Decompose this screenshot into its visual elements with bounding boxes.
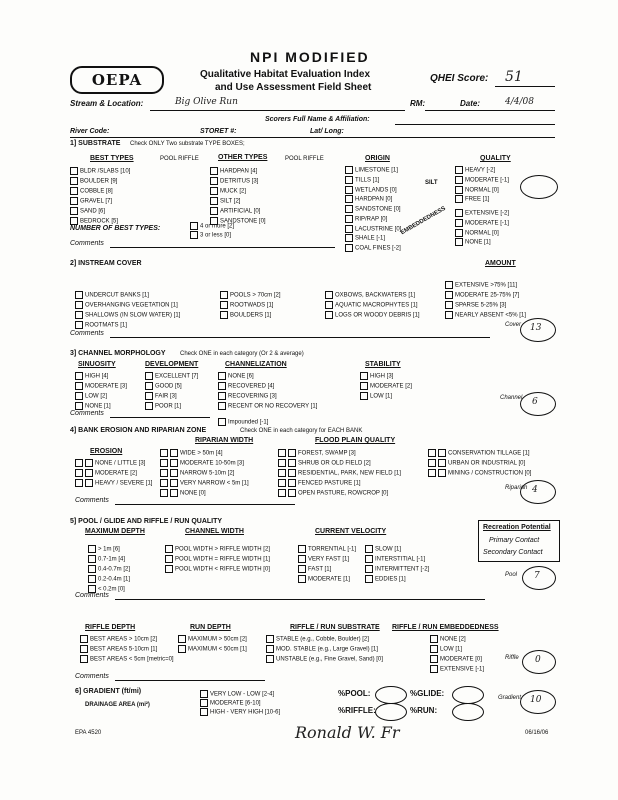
sub-item[interactable]: DETRITUS [3]: [210, 177, 266, 187]
riffle-pct-label: %RIFFLE:: [338, 706, 376, 715]
depth-item[interactable]: 0.7-1m [4]: [88, 555, 130, 565]
glide-pct-label: %GLIDE:: [410, 689, 445, 698]
form-subtitle-2: and Use Assessment Field Sheet: [215, 82, 372, 93]
channelization-list: [218, 372, 317, 428]
embeddedness-label: EMBEDDEDNESS: [399, 205, 447, 237]
sec1-quality-list: [455, 166, 509, 248]
rdepth-item[interactable]: BEST AREAS 5-10cm [1]: [80, 645, 174, 655]
sec1-note: Check ONLY Two substrate TYPE BOXES;: [130, 141, 245, 147]
pool-pct-label: %POOL:: [338, 689, 371, 698]
amount-item[interactable]: EXTENSIVE >75% [11]: [445, 281, 526, 291]
riffle-embed-head: RIFFLE / RUN EMBEDDEDNESS: [392, 624, 499, 631]
width-list: [165, 545, 270, 575]
form-subtitle-1: Qualitative Habitat Evaluation Index: [200, 69, 371, 80]
cover-item[interactable]: ROOTWADS [1]: [220, 301, 281, 311]
number-best-types: NUMBER OF BEST TYPES:: [70, 225, 161, 232]
channel-score-label: Channel: [500, 395, 523, 401]
rec-primary[interactable]: Primary Contact: [489, 537, 540, 544]
amount-item[interactable]: SPARSE 5-25% [3]: [445, 301, 526, 311]
velocity-head: CURRENT VELOCITY: [315, 528, 387, 535]
sec1-other-list: [210, 167, 266, 227]
riffle-depth-list: [80, 635, 174, 665]
flood-item[interactable]: CONSERVATION TILLAGE [1]: [428, 449, 531, 459]
gradient-vlow[interactable]: VERY LOW - LOW [2-4]: [200, 690, 274, 698]
sec2-comments: Comments: [70, 330, 104, 337]
cover-item[interactable]: LOGS OR WOODY DEBRIS [1]: [325, 311, 420, 321]
stream-location-value[interactable]: Big Olive Run: [175, 97, 238, 107]
sub-item[interactable]: BEDROCK [5]: [70, 217, 150, 227]
sec5-title: 5] POOL / GLIDE AND RIFFLE / RUN QUALITY: [70, 518, 223, 525]
run-pct-label: %RUN:: [410, 706, 438, 715]
lat-long-label: Lat/ Long:: [310, 128, 344, 135]
cover-item[interactable]: UNDERCUT BANKS [1]: [75, 291, 180, 301]
cover-item[interactable]: OVERHANGING VEGETATION [1]: [75, 301, 180, 311]
quality-item[interactable]: FREE [1]: [455, 195, 509, 205]
remb-item[interactable]: EXTENSIVE [-1]: [430, 665, 484, 675]
sec2-amount-list: [445, 281, 526, 321]
sec2-amount: AMOUNT: [485, 260, 516, 267]
flood-item[interactable]: MINING / CONSTRUCTION [0]: [428, 469, 531, 479]
sec5-comments: Comments: [75, 592, 109, 599]
development-head: DEVELOPMENT: [145, 361, 199, 368]
flood-head: FLOOD PLAIN QUALITY: [315, 437, 396, 444]
riparian-score-label: Riparian: [505, 485, 528, 491]
sub-item[interactable]: MUCK [2]: [210, 187, 266, 197]
qhei-score-value[interactable]: 51: [505, 69, 523, 85]
ohio-epa-logo: [70, 66, 164, 94]
vel-item[interactable]: MODERATE [1]: [298, 575, 356, 585]
sec3-comments: Comments: [70, 410, 104, 417]
rsub-item[interactable]: MOD. STABLE (e.g., Large Gravel) [1]: [266, 645, 383, 655]
development-list: [145, 372, 198, 412]
quality-item[interactable]: MODERATE [-1]: [455, 176, 509, 186]
amount-item[interactable]: NEARLY ABSENT <5% [1]: [445, 311, 526, 321]
rec-title: Recreation Potential: [483, 524, 551, 531]
cover-item[interactable]: SHALLOWS (IN SLOW WATER) [1]: [75, 311, 180, 321]
origin-item[interactable]: WETLANDS [0]: [345, 186, 401, 196]
flood-item[interactable]: FENCED PASTURE [1]: [278, 479, 401, 489]
origin-item[interactable]: SANDSTONE [0]: [345, 205, 401, 215]
velocity-list-b: [365, 545, 429, 585]
rsub-item[interactable]: STABLE (e.g., Cobble, Boulder) [2]: [266, 635, 383, 645]
sinuosity-list: [75, 372, 127, 412]
chan-item[interactable]: RECOVERING [3]: [218, 392, 317, 402]
riffle-depth-head: RIFFLE DEPTH: [85, 624, 136, 631]
stab-item[interactable]: MODERATE [2]: [360, 382, 412, 392]
quality-item[interactable]: NORMAL [0]: [455, 229, 509, 239]
sec1-pool-riffle-a: POOL RIFFLE: [160, 156, 199, 162]
sec4-note: Check ONE in each category for EACH BANK: [240, 428, 363, 434]
rm-label: RM:: [410, 99, 426, 108]
sec1-pool-riffle-b: POOL RIFFLE: [285, 156, 324, 162]
rip-item[interactable]: VERY NARROW < 5m [1]: [160, 479, 249, 489]
sub-item[interactable]: SAND [6]: [70, 207, 150, 217]
sub-item[interactable]: COBBLE [8]: [70, 187, 150, 197]
gradient-high[interactable]: HIGH - VERY HIGH [10-6]: [200, 708, 280, 716]
sin-item[interactable]: MODERATE [3]: [75, 382, 127, 392]
origin-item[interactable]: RIP/RAP [0]: [345, 215, 401, 225]
stab-item[interactable]: LOW [1]: [360, 392, 412, 402]
sub-item[interactable]: HARDPAN [4]: [210, 167, 266, 177]
cover-item[interactable]: POOLS > 70cm [2]: [220, 291, 281, 301]
vel-item[interactable]: FAST [1]: [298, 565, 356, 575]
erosion-head: EROSION: [90, 448, 123, 455]
footer-date: 06/16/06: [525, 730, 549, 736]
four-or-more[interactable]: 4 or more [2]: [190, 222, 234, 230]
remb-item[interactable]: LOW [1]: [430, 645, 484, 655]
quality-item[interactable]: HEAVY [-2]: [455, 166, 509, 176]
rundepth-item[interactable]: MAXIMUM < 50cm [1]: [178, 645, 247, 655]
channel-score-oval: [520, 392, 556, 416]
date-value[interactable]: 4/4/08: [505, 97, 534, 107]
river-code-label: River Code:: [70, 128, 110, 135]
rec-secondary[interactable]: Secondary Contact: [483, 549, 543, 556]
flood-item[interactable]: RESIDENTIAL, PARK, NEW FIELD [1]: [278, 469, 401, 479]
stability-head: STABILITY: [365, 361, 401, 368]
run-pct-oval[interactable]: [452, 703, 484, 721]
riffle-embed-list: [430, 635, 484, 675]
signature: Ronald W. Fr: [295, 723, 400, 742]
ero-item[interactable]: NONE / LITTLE [3]: [75, 459, 152, 469]
depth-item[interactable]: < 0.2m [0]: [88, 585, 130, 595]
sec1-comments: Comments: [70, 240, 104, 247]
sec1-other-types: OTHER TYPES: [218, 154, 268, 161]
chan-item[interactable]: RECENT OR NO RECOVERY [1]: [218, 402, 317, 412]
recreation-box: [478, 520, 560, 562]
ero-item[interactable]: HEAVY / SEVERE [1]: [75, 479, 152, 489]
form-title: NPI MODIFIED: [250, 49, 370, 65]
run-depth-head: RUN DEPTH: [190, 624, 231, 631]
sec1-origin: ORIGIN: [365, 155, 390, 162]
sub-item[interactable]: ARTIFICIAL [0]: [210, 207, 266, 217]
cover-score-value[interactable]: 13: [530, 323, 542, 333]
channel-width-head: CHANNEL WIDTH: [185, 528, 244, 535]
stability-list: [360, 372, 412, 402]
dev-item[interactable]: EXCELLENT [7]: [145, 372, 198, 382]
cover-item[interactable]: BOULDERS [1]: [220, 311, 281, 321]
erosion-list: [75, 459, 152, 489]
pool-score-label: Pool: [505, 572, 518, 578]
remb-item[interactable]: MODERATE [0]: [430, 655, 484, 665]
velocity-list-a: [298, 545, 356, 585]
sub-item[interactable]: GRAVEL [7]: [70, 197, 150, 207]
ero-item[interactable]: MODERATE [2]: [75, 469, 152, 479]
logo-text: OEPA: [91, 71, 143, 89]
origin-item[interactable]: LIMESTONE [1]: [345, 166, 401, 176]
sub-item[interactable]: BLDR /SLABS [10]: [70, 167, 150, 177]
vel-item[interactable]: SLOW [1]: [365, 545, 429, 555]
origin-item[interactable]: HARDPAN [0]: [345, 195, 401, 205]
chan-item[interactable]: NONE [6]: [218, 372, 317, 382]
cover-score-label: Cover: [505, 322, 522, 328]
chan-item[interactable]: Impounded [-1]: [218, 418, 317, 428]
rip-item[interactable]: MODERATE 10-50m [3]: [160, 459, 249, 469]
riparian-score-oval: [520, 480, 556, 504]
riffle-sub-head: RIFFLE / RUN SUBSTRATE: [290, 624, 380, 631]
rsub-item[interactable]: UNSTABLE (e.g., Fine Gravel, Sand) [0]: [266, 655, 383, 665]
flood-list-right: [428, 449, 531, 479]
riffle-score-value[interactable]: 0: [535, 655, 541, 665]
sec6-title: 6] GRADIENT (ft/mi): [75, 688, 142, 695]
dev-item[interactable]: FAIR [3]: [145, 392, 198, 402]
origin-item[interactable]: COAL FINES [-2]: [345, 244, 401, 254]
glide-pct-oval[interactable]: [452, 686, 484, 704]
sec1-title: 1] SUBSTRATE: [70, 140, 121, 147]
sec3-title: 3] CHANNEL MORPHOLOGY: [70, 350, 166, 357]
origin-item[interactable]: SHALE [-1]: [345, 234, 401, 244]
flood-item[interactable]: URBAN OR INDUSTRIAL [0]: [428, 459, 531, 469]
vel-item[interactable]: VERY FAST [1]: [298, 555, 356, 565]
vel-item[interactable]: EDDIES [1]: [365, 575, 429, 585]
gradient-score-label: Gradient: [498, 695, 522, 701]
flood-item[interactable]: SHRUB OR OLD FIELD [2]: [278, 459, 401, 469]
quality-item[interactable]: NONE [1]: [455, 238, 509, 248]
sub-item[interactable]: SANDSTONE [0]: [210, 217, 266, 227]
sec2-title: 2] INSTREAM COVER: [70, 260, 142, 267]
dev-item[interactable]: GOOD [5]: [145, 382, 198, 392]
run-depth-list: [178, 635, 247, 655]
riffle-comments: Comments: [75, 673, 109, 680]
date-label: Date:: [460, 99, 481, 108]
channelization-head: CHANNELIZATION: [225, 361, 287, 368]
sec1-origin-list: [345, 166, 401, 254]
sec4-title: 4] BANK EROSION AND RIPARIAN ZONE: [70, 427, 207, 434]
vel-item[interactable]: TORRENTIAL [-1]: [298, 545, 356, 555]
substrate-score-oval: [520, 175, 558, 199]
pool-pct-oval[interactable]: [375, 686, 407, 704]
depth-item[interactable]: 0.4-0.7m [2]: [88, 565, 130, 575]
cover-item[interactable]: ROOTMATS [1]: [75, 321, 180, 331]
rip-item[interactable]: NONE [0]: [160, 489, 249, 499]
cover-item[interactable]: OXBOWS, BACKWATERS [1]: [325, 291, 420, 301]
sin-item[interactable]: NONE [1]: [75, 402, 127, 412]
pool-score-value[interactable]: 7: [534, 571, 540, 581]
sub-item[interactable]: SILT [2]: [210, 197, 266, 207]
width-item[interactable]: POOL WIDTH < RIFFLE WIDTH [0]: [165, 565, 270, 575]
vel-item[interactable]: INTERMITTENT [-2]: [365, 565, 429, 575]
amount-item[interactable]: MODERATE 25-75% [7]: [445, 291, 526, 301]
gradient-mod[interactable]: MODERATE [6-10]: [200, 699, 261, 707]
width-item[interactable]: POOL WIDTH > RIFFLE WIDTH [2]: [165, 545, 270, 555]
rdepth-item[interactable]: BEST AREAS > 10cm [2]: [80, 635, 174, 645]
storet-label: STORET #:: [200, 128, 237, 135]
riparian-score-value[interactable]: 4: [532, 485, 538, 495]
dev-item[interactable]: POOR [1]: [145, 402, 198, 412]
flood-list-left: [278, 449, 401, 499]
scorer-label: Scorers Full Name & Affiliation:: [265, 116, 370, 123]
sin-item[interactable]: LOW [2]: [75, 392, 127, 402]
sub-item[interactable]: BOULDER [9]: [70, 177, 150, 187]
rip-item[interactable]: NARROW 5-10m [2]: [160, 469, 249, 479]
flood-item[interactable]: OPEN PASTURE, ROWCROP [0]: [278, 489, 401, 499]
depth-list: [88, 545, 130, 595]
sec2-mid-list: [220, 291, 281, 321]
remb-item[interactable]: NONE [2]: [430, 635, 484, 645]
stream-location-label: Stream & Location:: [70, 99, 144, 108]
drainage-area: DRAINAGE AREA (mi²): [85, 702, 150, 708]
channel-score-value[interactable]: 6: [532, 397, 538, 407]
rundepth-item[interactable]: MAXIMUM > 50cm [2]: [178, 635, 247, 645]
sin-item[interactable]: HIGH [4]: [75, 372, 127, 382]
depth-item[interactable]: 0.2-0.4m [1]: [88, 575, 130, 585]
quality-item[interactable]: EXTENSIVE [-2]: [455, 209, 509, 219]
quality-item[interactable]: MODERATE [-1]: [455, 219, 509, 229]
sec1-best-types: BEST TYPES: [90, 155, 134, 162]
cover-item[interactable]: AQUATIC MACROPHYTES [1]: [325, 301, 420, 311]
flood-item[interactable]: FOREST, SWAMP [3]: [278, 449, 401, 459]
form-revision: EPA 4520: [75, 730, 102, 736]
riparian-head: RIPARIAN WIDTH: [195, 437, 254, 444]
stab-item[interactable]: HIGH [3]: [360, 372, 412, 382]
riffle-score-label: Riffle: [505, 655, 519, 661]
gradient-score-value[interactable]: 10: [530, 695, 542, 705]
vel-item[interactable]: INTERSTITIAL [-1]: [365, 555, 429, 565]
three-or-less[interactable]: 3 or less [0]: [190, 231, 231, 239]
chan-item[interactable]: RECOVERED [4]: [218, 382, 317, 392]
sec1-best-list: [70, 167, 150, 227]
depth-item[interactable]: > 1m [6]: [88, 545, 130, 555]
rdepth-item[interactable]: BEST AREAS < 5cm [metric=0]: [80, 655, 174, 665]
quality-item[interactable]: NORMAL [0]: [455, 186, 509, 196]
sec2-right-list: [325, 291, 420, 321]
sec3-note: Check ONE in each category (Or 2 & average): [180, 351, 304, 357]
sec4-comments: Comments: [75, 497, 109, 504]
origin-item[interactable]: TILLS [1]: [345, 176, 401, 186]
rip-item[interactable]: WIDE > 50m [4]: [160, 449, 249, 459]
riffle-pct-oval[interactable]: [375, 703, 407, 721]
sinuosity-head: SINUOSITY: [78, 361, 116, 368]
origin-item[interactable]: LACUSTRINE [0]: [345, 225, 401, 235]
max-depth-head: MAXIMUM DEPTH: [85, 528, 145, 535]
sec2-left-list: [75, 291, 180, 331]
qhei-score-label: QHEI Score:: [430, 73, 489, 84]
width-item[interactable]: POOL WIDTH = RIFFLE WIDTH [1]: [165, 555, 270, 565]
silt-label: SILT: [425, 180, 438, 186]
riparian-list: [160, 449, 249, 499]
riffle-sub-list: [266, 635, 383, 665]
sec1-quality: QUALITY: [480, 155, 511, 162]
